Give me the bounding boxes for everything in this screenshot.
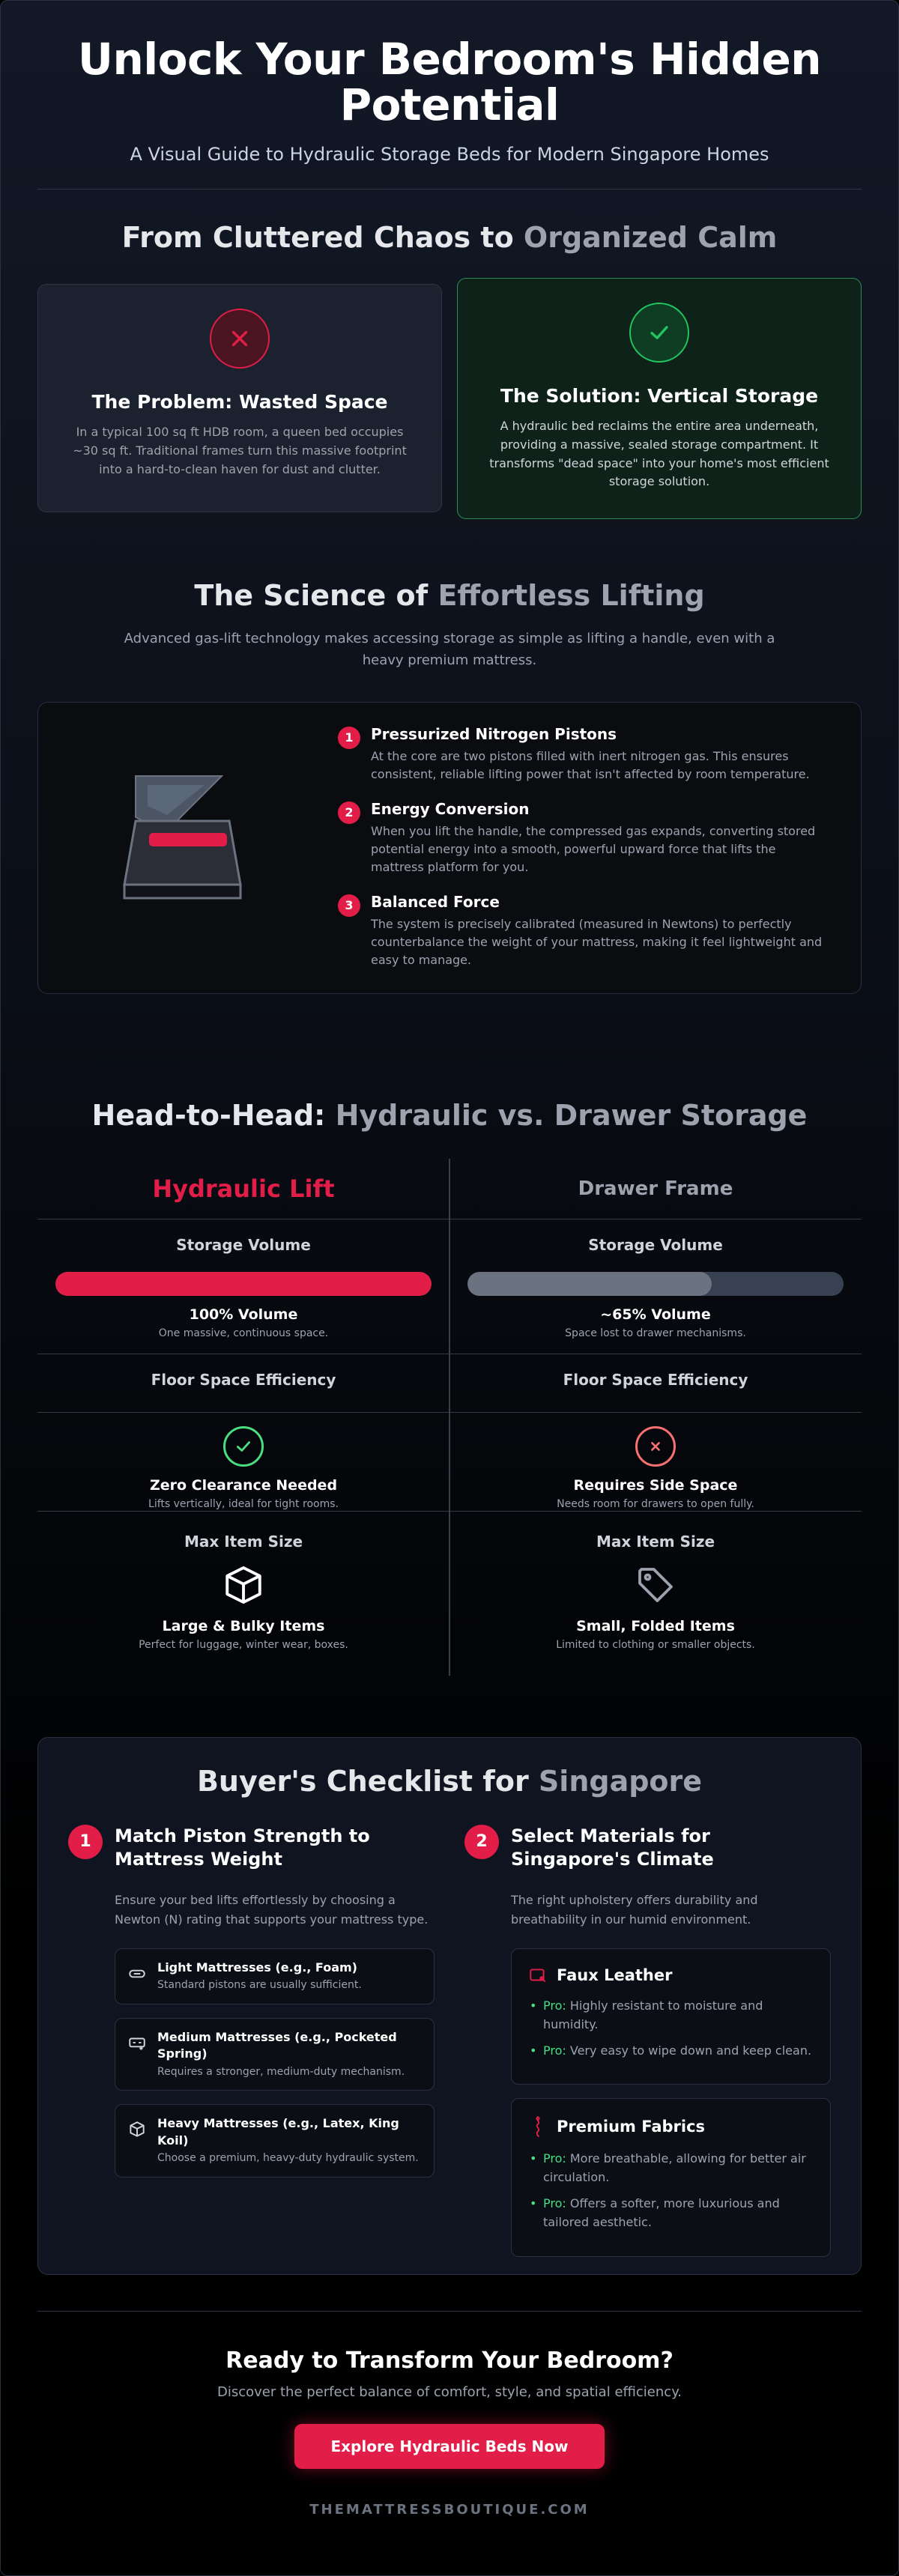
list-item-text: Standard pistons are usually sufficient.: [157, 1979, 362, 1992]
material-name: Premium Fabrics: [557, 2118, 706, 2136]
list-item: [115, 2018, 435, 2091]
list-item: [528, 1997, 814, 2034]
check-circle-icon: [223, 1426, 264, 1467]
hydraulic-volume-value: 100% Volume: [189, 1306, 298, 1323]
metric-label: Storage Volume: [588, 1235, 723, 1254]
page-subtitle: A Visual Guide to Hydraulic Storage Beds for Modern Singapore Homes: [130, 143, 769, 165]
drawer-column-title: Drawer Frame: [578, 1177, 733, 1200]
metric-label: Storage Volume: [176, 1235, 311, 1254]
hydraulic-volume-note: One massive, continuous space.: [158, 1327, 329, 1339]
hydraulic-volume-bar: [55, 1272, 432, 1296]
hydraulic-storage-cell: [37, 1219, 450, 1354]
drawer-floor-value: Requires Side Space: [573, 1476, 738, 1494]
list-item: [115, 2104, 435, 2177]
material-header: [528, 2115, 814, 2138]
metric-label: Floor Space Efficiency: [151, 1370, 336, 1389]
material-pros: [528, 1997, 814, 2060]
list-item-text: Requires a stronger, medium-duty mechanism.: [157, 2065, 405, 2078]
comparison-table: [37, 1159, 862, 1670]
drawer-floor-label-cell: [450, 1354, 862, 1412]
science-card: [37, 702, 862, 994]
science-step: [338, 800, 832, 876]
foam-icon: [127, 1964, 147, 1983]
hydraulic-floor-cell: [37, 1413, 450, 1511]
comparison-section: [37, 994, 862, 1670]
checklist-heading: [464, 1825, 831, 1871]
problem-text: In a typical 100 sq ft HDB room, a queen bed occupies ~30 sq ft. Traditional frames turn this massive footprint into a hard-to-clean haven for dust and clutter.: [73, 424, 407, 476]
section-title-part-b: Organized Calm: [523, 220, 778, 254]
step-text: At the core are two pistons filled with inert nitrogen gas. This ensures consistent, reliable lifting power that isn't affected by room temperature.: [371, 748, 810, 781]
heavy-box-icon: [127, 2120, 147, 2139]
science-step: [338, 893, 832, 969]
section-title-problem-solution: [37, 221, 862, 254]
science-steps: [338, 725, 832, 986]
material-card-faux-leather: [511, 1948, 831, 2085]
hydraulic-floor-value: Zero Clearance Needed: [149, 1476, 338, 1494]
checklist-section: [37, 1670, 862, 2275]
section-title-part-a: The Science of: [194, 578, 438, 612]
drawer-volume-fill: [467, 1272, 712, 1296]
list-item-text: Choose a premium, heavy-duty hydraulic system.: [157, 2152, 419, 2165]
pro-text: Highly resistant to moisture and humidity.: [543, 1998, 763, 2031]
section-title-checklist: [38, 1765, 861, 1798]
step-text: When you lift the handle, the compressed gas expands, converting stored potential energy into a smooth, powerful upward force that lifts the mattress platform for you.: [371, 823, 816, 874]
pro-text: Offers a softer, more luxurious and tailored aesthetic.: [543, 2196, 780, 2229]
science-description: Advanced gas-lift technology makes accessing storage as simple as lifting a handle, even with a heavy premium mattress.: [124, 630, 775, 668]
cta-title: Ready to Transform Your Bedroom?: [225, 2347, 674, 2374]
cta-divider: [37, 2311, 862, 2312]
material-header: [528, 1966, 814, 1985]
brand-footer: THEMATTRESSBOUTIQUE.COM: [309, 2501, 590, 2518]
hydraulic-volume-fill: [55, 1272, 432, 1296]
section-title-comparison: [37, 1099, 862, 1132]
hydraulic-item-note: Perfect for luggage, winter wear, boxes.: [139, 1638, 348, 1651]
checklist-title: Select Materials for Singapore's Climate: [511, 1825, 714, 1870]
pro-label: Pro:: [543, 2196, 566, 2211]
checklist-columns: [38, 1825, 861, 2270]
x-icon: [210, 309, 270, 369]
section-title-part-b: Hydraulic vs. Drawer Storage: [335, 1098, 808, 1132]
list-item: [528, 2042, 814, 2061]
list-item-title: Medium Mattresses (e.g., Pocketed Spring): [157, 2030, 397, 2061]
science-step: [338, 725, 832, 784]
list-item: [528, 2150, 814, 2187]
list-item-title: Light Mattresses (e.g., Foam): [157, 1960, 357, 1975]
checklist-column-materials: [464, 1825, 831, 2270]
page-title: Unlock Your Bedroom's Hidden Potential: [77, 34, 822, 131]
drawer-item-cell: [450, 1512, 862, 1670]
step-title: Pressurized Nitrogen Pistons: [371, 724, 617, 743]
checklist-title: Match Piston Strength to Mattress Weight: [115, 1825, 370, 1870]
problem-solution-section: [37, 190, 862, 519]
hydraulic-floor-note: Lifts vertically, ideal for tight rooms.: [148, 1497, 339, 1510]
material-name: Faux Leather: [557, 1966, 673, 1985]
hydraulic-item-cell: [37, 1512, 450, 1670]
solution-heading: The Solution: Vertical Storage: [500, 384, 819, 407]
checklist-heading: [68, 1825, 435, 1871]
material-list: [511, 1948, 831, 2257]
checklist-card: [37, 1737, 862, 2275]
material-card-premium-fabrics: [511, 2098, 831, 2256]
metric-label: Max Item Size: [184, 1532, 303, 1551]
section-title-part-b: Singapore: [538, 1764, 703, 1798]
checklist-column-pistons: [68, 1825, 435, 2270]
list-item: [528, 2195, 814, 2232]
checklist-description: Ensure your bed lifts effortlessly by choosing a Newton (N) rating that supports your mattress type.: [115, 1892, 429, 1927]
mattress-type-list: [115, 1948, 435, 2178]
x-circle-icon: [635, 1426, 676, 1467]
section-title-science: [37, 579, 862, 612]
swatch-icon: [528, 1966, 548, 1985]
hydraulic-bed-illustration: [121, 769, 255, 911]
problem-solution-row: [37, 284, 862, 519]
science-section: [37, 519, 862, 994]
drawer-volume-note: Space lost to drawer mechanisms.: [565, 1327, 746, 1339]
step-number: 3: [338, 894, 360, 917]
section-title-part-a: From Cluttered Chaos to: [121, 220, 524, 254]
cta-section: [37, 2275, 862, 2518]
step-number: 1: [338, 727, 360, 749]
check-icon: [629, 303, 689, 363]
metric-label: Floor Space Efficiency: [563, 1370, 748, 1389]
spring-icon: [127, 2034, 147, 2053]
page-container: [37, 1, 862, 2518]
pro-text: Very easy to wipe down and keep clean.: [569, 2043, 812, 2058]
drawer-floor-note: Needs room for drawers to open fully.: [557, 1497, 754, 1510]
pro-label: Pro:: [543, 2151, 566, 2166]
checklist-description: The right upholstery offers durability and breathability in our humid environment.: [511, 1892, 758, 1927]
checklist-number: 1: [68, 1825, 103, 1859]
comparison-divider: [449, 1159, 450, 1676]
hydraulic-item-value: Large & Bulky Items: [162, 1617, 325, 1634]
drawer-storage-cell: [450, 1219, 862, 1354]
step-text: The system is precisely calibrated (measured in Newtons) to perfectly counterbalance the weight of your mattress, making it feel lightweight and easy to manage.: [371, 916, 823, 967]
drawer-volume-bar: [467, 1272, 844, 1296]
thread-icon: [528, 2115, 548, 2138]
pro-label: Pro:: [543, 2043, 566, 2058]
cta-subtitle: Discover the perfect balance of comfort, style, and spatial efficiency.: [217, 2383, 682, 2400]
solution-card: [457, 278, 862, 519]
list-item: [115, 1948, 435, 2004]
pro-text: More breathable, allowing for better air circulation.: [543, 2151, 806, 2185]
section-title-part-a: Head-to-Head:: [91, 1098, 336, 1132]
drawer-item-value: Small, Folded Items: [576, 1617, 735, 1634]
cube-icon: [221, 1563, 266, 1607]
checklist-number: 2: [464, 1825, 499, 1859]
section-title-part-b: Effortless Lifting: [438, 578, 705, 612]
problem-card: [37, 284, 442, 512]
material-pros: [528, 2150, 814, 2231]
problem-heading: The Problem: Wasted Space: [91, 390, 388, 413]
header: [37, 1, 862, 190]
pro-label: Pro:: [543, 1998, 566, 2013]
metric-label: Max Item Size: [596, 1532, 715, 1551]
solution-text: A hydraulic bed reclaims the entire area underneath, providing a massive, sealed storage compartment. It transforms "dead space" into your home's most efficient storage solution.: [489, 418, 829, 489]
step-title: Balanced Force: [371, 892, 500, 911]
drawer-item-note: Limited to clothing or smaller objects.: [556, 1638, 755, 1651]
step-title: Energy Conversion: [371, 799, 530, 818]
hydraulic-column-title: Hydraulic Lift: [152, 1174, 335, 1203]
hydraulic-floor-label-cell: [37, 1354, 450, 1412]
section-title-part-a: Buyer's Checklist for: [196, 1764, 539, 1798]
tag-icon: [633, 1563, 678, 1607]
explore-beds-button[interactable]: Explore Hydraulic Beds Now: [294, 2424, 604, 2469]
drawer-floor-cell: [450, 1413, 862, 1511]
drawer-volume-value: ~65% Volume: [600, 1306, 711, 1323]
step-number: 2: [338, 801, 360, 824]
list-item-title: Heavy Mattresses (e.g., Latex, King Koil): [157, 2116, 399, 2148]
